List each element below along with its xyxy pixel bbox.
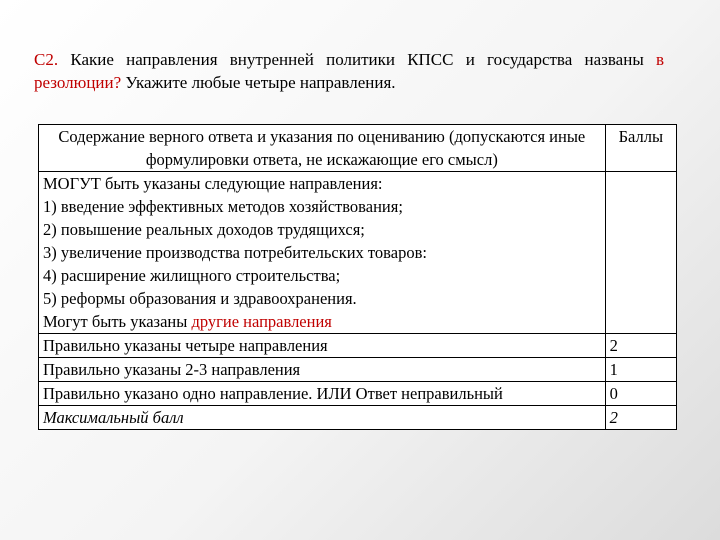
answer-content-cell [39, 172, 606, 334]
answer-item: 5) реформы образования и здравоохранения. [43, 289, 357, 308]
points-cell: 1 [605, 358, 676, 382]
question-part1: Какие направления внутренней политики КПСС и государства названы [58, 50, 644, 69]
max-points-cell: 2 [605, 406, 676, 430]
answer-other-highlight: другие направления [191, 312, 332, 331]
points-cell: 0 [605, 382, 676, 406]
question-part2: Укажите любые четыре направления. [121, 73, 396, 92]
scoring-row [39, 334, 677, 358]
header-points-cell: Баллы [605, 125, 676, 172]
max-label-cell: Максимальный балл [39, 406, 606, 430]
max-row [39, 406, 677, 430]
criterion-cell: Правильно указано одно направление. ИЛИ Ответ неправильный [39, 382, 606, 406]
points-cell: 2 [605, 334, 676, 358]
answer-intro: МОГУТ быть указаны следующие направления: [43, 174, 383, 193]
answer-item: 4) расширение жилищного строительства; [43, 266, 341, 285]
criterion-cell: Правильно указаны четыре направления [39, 334, 606, 358]
scoring-table [38, 124, 677, 430]
answer-item: 1) введение эффективных методов хозяйствования; [43, 197, 403, 216]
answer-other-prefix: Могут быть указаны [43, 312, 192, 331]
scoring-row [39, 382, 677, 406]
question-number: С2. [34, 50, 59, 69]
header-content-cell: Содержание верного ответа и указания по оцениванию (допускаются иные формулировки ответа, не искажающие его смысл) [39, 125, 606, 172]
question-text [34, 48, 664, 94]
answer-item: 2) повышение реальных доходов трудящихся; [43, 220, 365, 239]
scoring-row [39, 358, 677, 382]
answer-row [39, 172, 677, 334]
answer-item: 3) увеличение производства потребительских товаров: [43, 243, 427, 262]
answer-other [43, 310, 601, 333]
criterion-cell: Правильно указаны 2-3 направления [39, 358, 606, 382]
header-row [39, 125, 677, 172]
question-highlight: в резолюции? [34, 50, 665, 92]
answer-points-cell [605, 172, 676, 334]
